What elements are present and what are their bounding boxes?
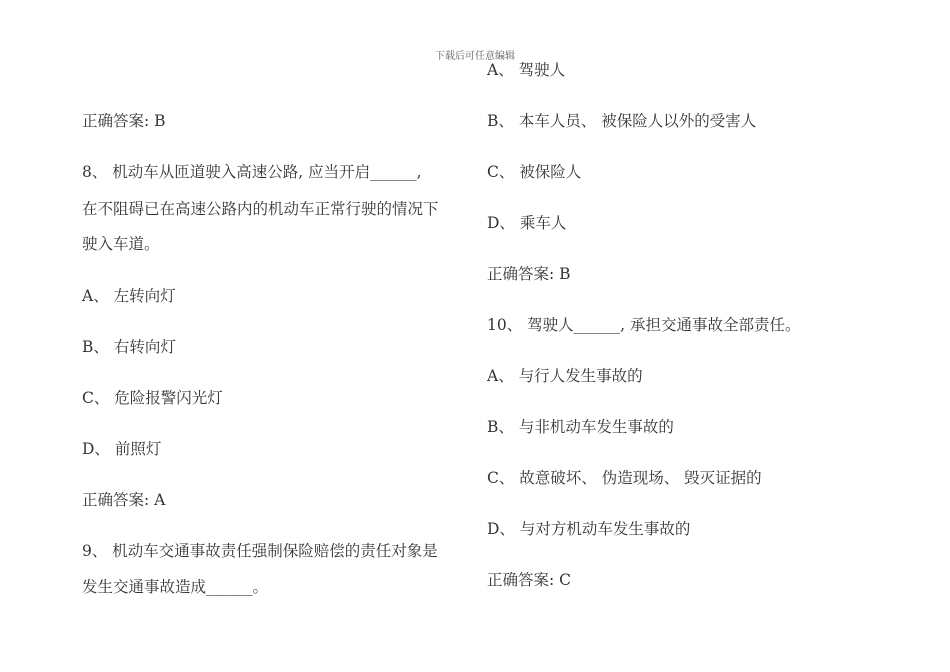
answer-line: 正确答案: B	[82, 112, 166, 130]
question-8-line-3: 驶入车道。	[82, 235, 160, 253]
option-c: C、 危险报警闪光灯	[82, 389, 223, 407]
option-d: D、 前照灯	[82, 440, 162, 458]
answer-line: 正确答案: B	[487, 265, 571, 283]
option-a: A、 与行人发生事故的	[487, 367, 643, 385]
option-b: B、 本车人员、 被保险人以外的受害人	[487, 112, 757, 130]
option-c: C、 故意破坏、 伪造现场、 毁灭证据的	[487, 469, 762, 487]
question-8-line-2: 在不阻碍已在高速公路内的机动车正常行驶的情况下	[82, 200, 439, 218]
question-9-line-2: 发生交通事故造成______。	[82, 578, 269, 596]
option-d: D、 乘车人	[487, 214, 567, 232]
option-d: D、 与对方机动车发生事故的	[487, 520, 691, 538]
question-10-line: 10、 驾驶人______, 承担交通事故全部责任。	[487, 316, 801, 334]
option-a: A、 驾驶人	[487, 61, 566, 79]
answer-line: 正确答案: C	[487, 571, 572, 589]
page-header: 下载后可任意编辑	[435, 51, 515, 62]
question-8-line-1: 8、 机动车从匝道驶入高速公路, 应当开启______,	[82, 163, 422, 181]
option-c: C、 被保险人	[487, 163, 582, 181]
question-9-line-1: 9、 机动车交通事故责任强制保险赔偿的责任对象是	[82, 542, 438, 560]
option-b: B、 与非机动车发生事故的	[487, 418, 674, 436]
answer-line: 正确答案: A	[82, 491, 166, 509]
option-b: B、 右转向灯	[82, 338, 176, 356]
option-a: A、 左转向灯	[82, 287, 176, 305]
